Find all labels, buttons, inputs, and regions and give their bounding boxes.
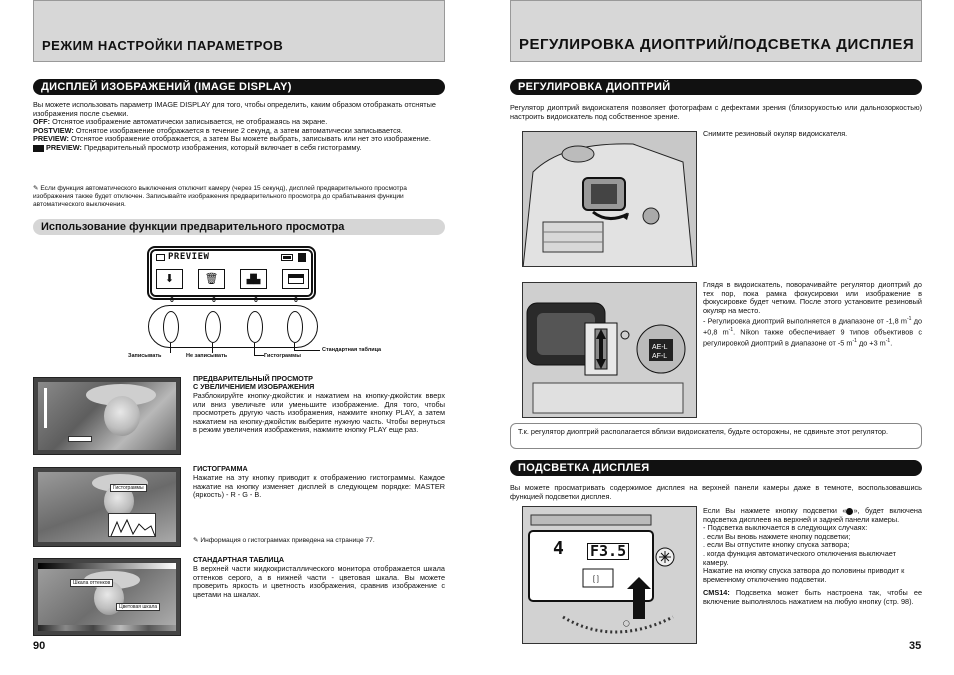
photo-histogram xyxy=(33,467,181,547)
section-title-backlight: ПОДСВЕТКА ДИСПЛЕЯ xyxy=(510,460,922,476)
step1-text: Снимите резиновый окуляр видоискателя. xyxy=(703,129,848,138)
auto-off-note xyxy=(33,185,445,208)
camera-eyepiece-svg xyxy=(523,132,697,267)
caution-box xyxy=(510,423,922,449)
step2-range-3: . Nikon также обеспечивает 9 типов объективов с регулировкой диоптрий в диапазоне от -5 m xyxy=(703,327,922,348)
backlight-intro: Вы можете просматривать содержимое дисплея на верхней панели камеры даже в темноте, воспользовавшись функцией подсветки дисплея. xyxy=(510,483,922,501)
preview2-text: Предварительный просмотр изображения, который включает в себя гистограмму. xyxy=(83,142,362,152)
preview-text: Отснятое изображение отображается, а затем Вы можете выбрать, записывать или нет это изображение. xyxy=(70,134,431,144)
block1-text: Разблокируйте кнопку-джойстик и нажатием на кнопку-джойстик вверх или вниз увеличьте или уменьшите изображение. Для того, чтобы просмотреть другую часть изображения, нажмите кнопку PLAY, а затем нажатием на кнопку-джойстик выберите нужную часть. Чтобы вернуться в режим увеличения изображения, нажмите кнопку PLAY еще раз. xyxy=(193,391,445,435)
histogram-svg xyxy=(109,514,157,538)
postview-label: POSTVIEW: xyxy=(33,125,74,135)
photo1-zoom-bar xyxy=(44,388,47,428)
right-page xyxy=(477,0,954,675)
photo1-zoom-indicator xyxy=(68,436,92,442)
caution-text: Т.к. регулятор диоптрий располагается вблизи видоискателя, будьте осторожны, не сдвиньте этот регулятор. xyxy=(518,427,889,436)
step2-sup-1: -1 xyxy=(907,316,912,323)
photo3-label-bottom: Цветовая шкала xyxy=(116,603,160,611)
block2-note xyxy=(193,537,445,545)
camera-diopter-svg xyxy=(523,283,697,418)
preview-label: PREVIEW: xyxy=(33,134,69,144)
block2-text: Нажатие на эту кнопку приводит к отображению гистограммы. Каждое нажатие на кнопку изменяет дисплей в следующем порядке: MASTER (яркость) - R - G - B. xyxy=(193,473,445,500)
photo3-label-top: Шкала оттенков xyxy=(70,579,113,587)
zero-mark-3: 0 xyxy=(254,297,258,304)
step2-sup-4: -1 xyxy=(885,338,891,345)
lcd-readout-left: 4 xyxy=(553,538,564,559)
preview2-label: PREVIEW: xyxy=(46,142,82,152)
block2-note-text: Информация о гистограммах приведена на странице 77. xyxy=(200,537,375,544)
diopter-intro: Регулятор диоптрий видоискателя позволяет фотографам с дефектами зрения (близорукостью или дальнозоркостью) настроить видоискатель под собственное зрение. xyxy=(510,103,922,121)
step2-sup-2: -1 xyxy=(728,327,734,334)
off-label: OFF: xyxy=(33,117,51,127)
hw-button-histogram[interactable] xyxy=(247,311,263,343)
image-display-intro xyxy=(33,101,445,153)
color-bar xyxy=(38,625,176,631)
left-header xyxy=(33,0,445,62)
block2-title: ГИСТОГРАММА xyxy=(193,464,248,473)
photo-zoom-preview xyxy=(33,377,181,455)
step2-range-1: - Регулировка диоптрий выполняется в диапазоне от -1,8 m xyxy=(703,316,908,326)
histogram-icon xyxy=(33,145,44,152)
lcd-readout-right: F3.5 xyxy=(587,543,629,560)
right-header-title: РЕГУЛИРОВКА ДИОПТРИЙ/ПОДСВЕТКА ДИСПЛЕЯ xyxy=(519,36,915,53)
histogram-graph-icon: ▟▙ xyxy=(246,273,261,284)
step2-sup-3: -1 xyxy=(852,338,857,345)
step2-range-2: до +0,8 m xyxy=(703,316,923,337)
right-header xyxy=(510,0,922,62)
hw-button-record[interactable] xyxy=(163,311,179,343)
photo2-histogram-graph xyxy=(108,513,156,537)
block1-title-1: ПРЕДВАРИТЕЛЬНЫЙ ПРОСМОТР xyxy=(193,374,313,383)
section-title-image-display: ДИСПЛЕЙ ИЗОБРАЖЕНИЙ (IMAGE DISPLAY) xyxy=(33,79,445,95)
section-title-diopter: РЕГУЛИРОВКА ДИОПТРИЙ xyxy=(510,79,922,95)
label-histogram: Гистограммы xyxy=(264,353,301,359)
light-text-1: Если Вы нажмете кнопку подсветки « xyxy=(703,506,847,515)
auto-off-note-text: Если функция автоматического выключения отключит камеру (через 15 секунд), дисплей предварительного просмотра изображения также будет отключен. Записывайте изображения предварительного просмотра до срабатывания функции автоматического выключения. xyxy=(33,185,407,208)
step2-text xyxy=(703,281,922,348)
leader-line-3b xyxy=(254,355,264,356)
block3-text: В верхней части жидкокристаллического монитора отображается шкала оттенков серого, а в нижней части - цветовая шкала. Вы можете проверить яркость и цветность изображения, сравнив изображение с цветами на шкалах. xyxy=(193,564,445,599)
off-text: Отснятое изображение автоматически записывается, не отображаясь на экране. xyxy=(52,117,328,127)
right-page-number: 35 xyxy=(909,640,922,652)
light-text-2: », будет включена подсветка дисплеев на верхней и задней панели камеры. xyxy=(703,506,922,524)
camera-eyepiece-image xyxy=(522,131,697,267)
leader-line-4 xyxy=(294,343,295,350)
label-standard-chart: Стандартная таблица xyxy=(322,347,382,353)
hw-button-delete[interactable] xyxy=(205,311,221,343)
postview-text: Отснятое изображение отображается в течение 2 секунд, а затем автоматически записывается. xyxy=(75,125,403,135)
left-header-title: РЕЖИМ НАСТРОЙКИ ПАРАМЕТРОВ xyxy=(42,38,284,53)
note2-icon: ✎ xyxy=(193,537,201,544)
zero-mark-1: 0 xyxy=(170,297,174,304)
label-record: Записывать xyxy=(128,353,162,359)
leader-line-2 xyxy=(212,343,213,353)
cms-line xyxy=(703,589,922,606)
cms-label: CMS14: xyxy=(703,588,730,598)
left-page-number: 90 xyxy=(33,640,46,652)
grayscale-bar xyxy=(38,563,176,569)
note-icon: ✎ xyxy=(33,185,41,192)
zero-mark-2: 0 xyxy=(212,297,216,304)
hw-button-chart[interactable] xyxy=(287,311,303,343)
leader-line-1 xyxy=(170,343,171,353)
camera-diopter-image xyxy=(522,282,697,418)
light-list: - Подсветка выключается в следующих случаях: . если Вы вновь нажмете кнопку подсветки; . если Вы отпустите кнопку спуска затвора; . когда функция автоматического отключения выключает камеру. Нажатие на кнопку спуска затвора до половины приводит к временному отключению подсветки. xyxy=(703,523,905,584)
svg-text:◯: ◯ xyxy=(623,621,630,627)
trash-icon: 🗑 xyxy=(204,272,219,285)
intro-text: Вы можете использовать параметр IMAGE DISPLAY для того, чтобы определить, каким образом отображать отснятые изображения после съемки. xyxy=(33,100,436,118)
step2-main: Глядя в видоискатель, поворачивайте регулятор диоптрий до тех пор, пока рамка фокусировки или изображение в фокусировке будет четким. После этого установите резиновый окуляр на место. xyxy=(703,280,922,315)
photo1-face xyxy=(104,396,140,436)
zero-mark-4: 0 xyxy=(294,297,298,304)
af-l-text: AF-L xyxy=(652,353,668,360)
block3-title: СТАНДАРТНАЯ ТАБЛИЦА xyxy=(193,555,285,564)
step2-range-5: . xyxy=(890,338,893,348)
photo-standard-chart xyxy=(33,558,181,636)
leader-line-4b xyxy=(294,350,320,351)
camera-top-svg xyxy=(523,507,697,644)
section-title-preview-usage: Использование функции предварительного просмотра xyxy=(33,219,445,235)
label-no-record: Не записывать xyxy=(186,353,228,359)
lcd-shadow xyxy=(147,246,316,300)
cms-text: Подсветка может быть настроена так, чтобы ее включение выполнялось нажатием на любую кнопку (стр. 98). xyxy=(703,588,923,606)
backlight-text xyxy=(703,507,922,607)
camera-top-lcd-image xyxy=(522,506,697,644)
ae-l-text: AE-L xyxy=(652,344,668,351)
lcd-title: PREVIEW xyxy=(168,252,210,262)
download-icon: ⬇ xyxy=(164,272,175,285)
svg-text:[ ]: [ ] xyxy=(593,576,599,583)
step2-range-4: до +3 m xyxy=(856,338,886,348)
block1-title-2: С УВЕЛИЧЕНИЕМ ИЗОБРАЖЕНИЯ xyxy=(193,382,315,391)
photo2-label: Гистограммы xyxy=(110,484,147,492)
